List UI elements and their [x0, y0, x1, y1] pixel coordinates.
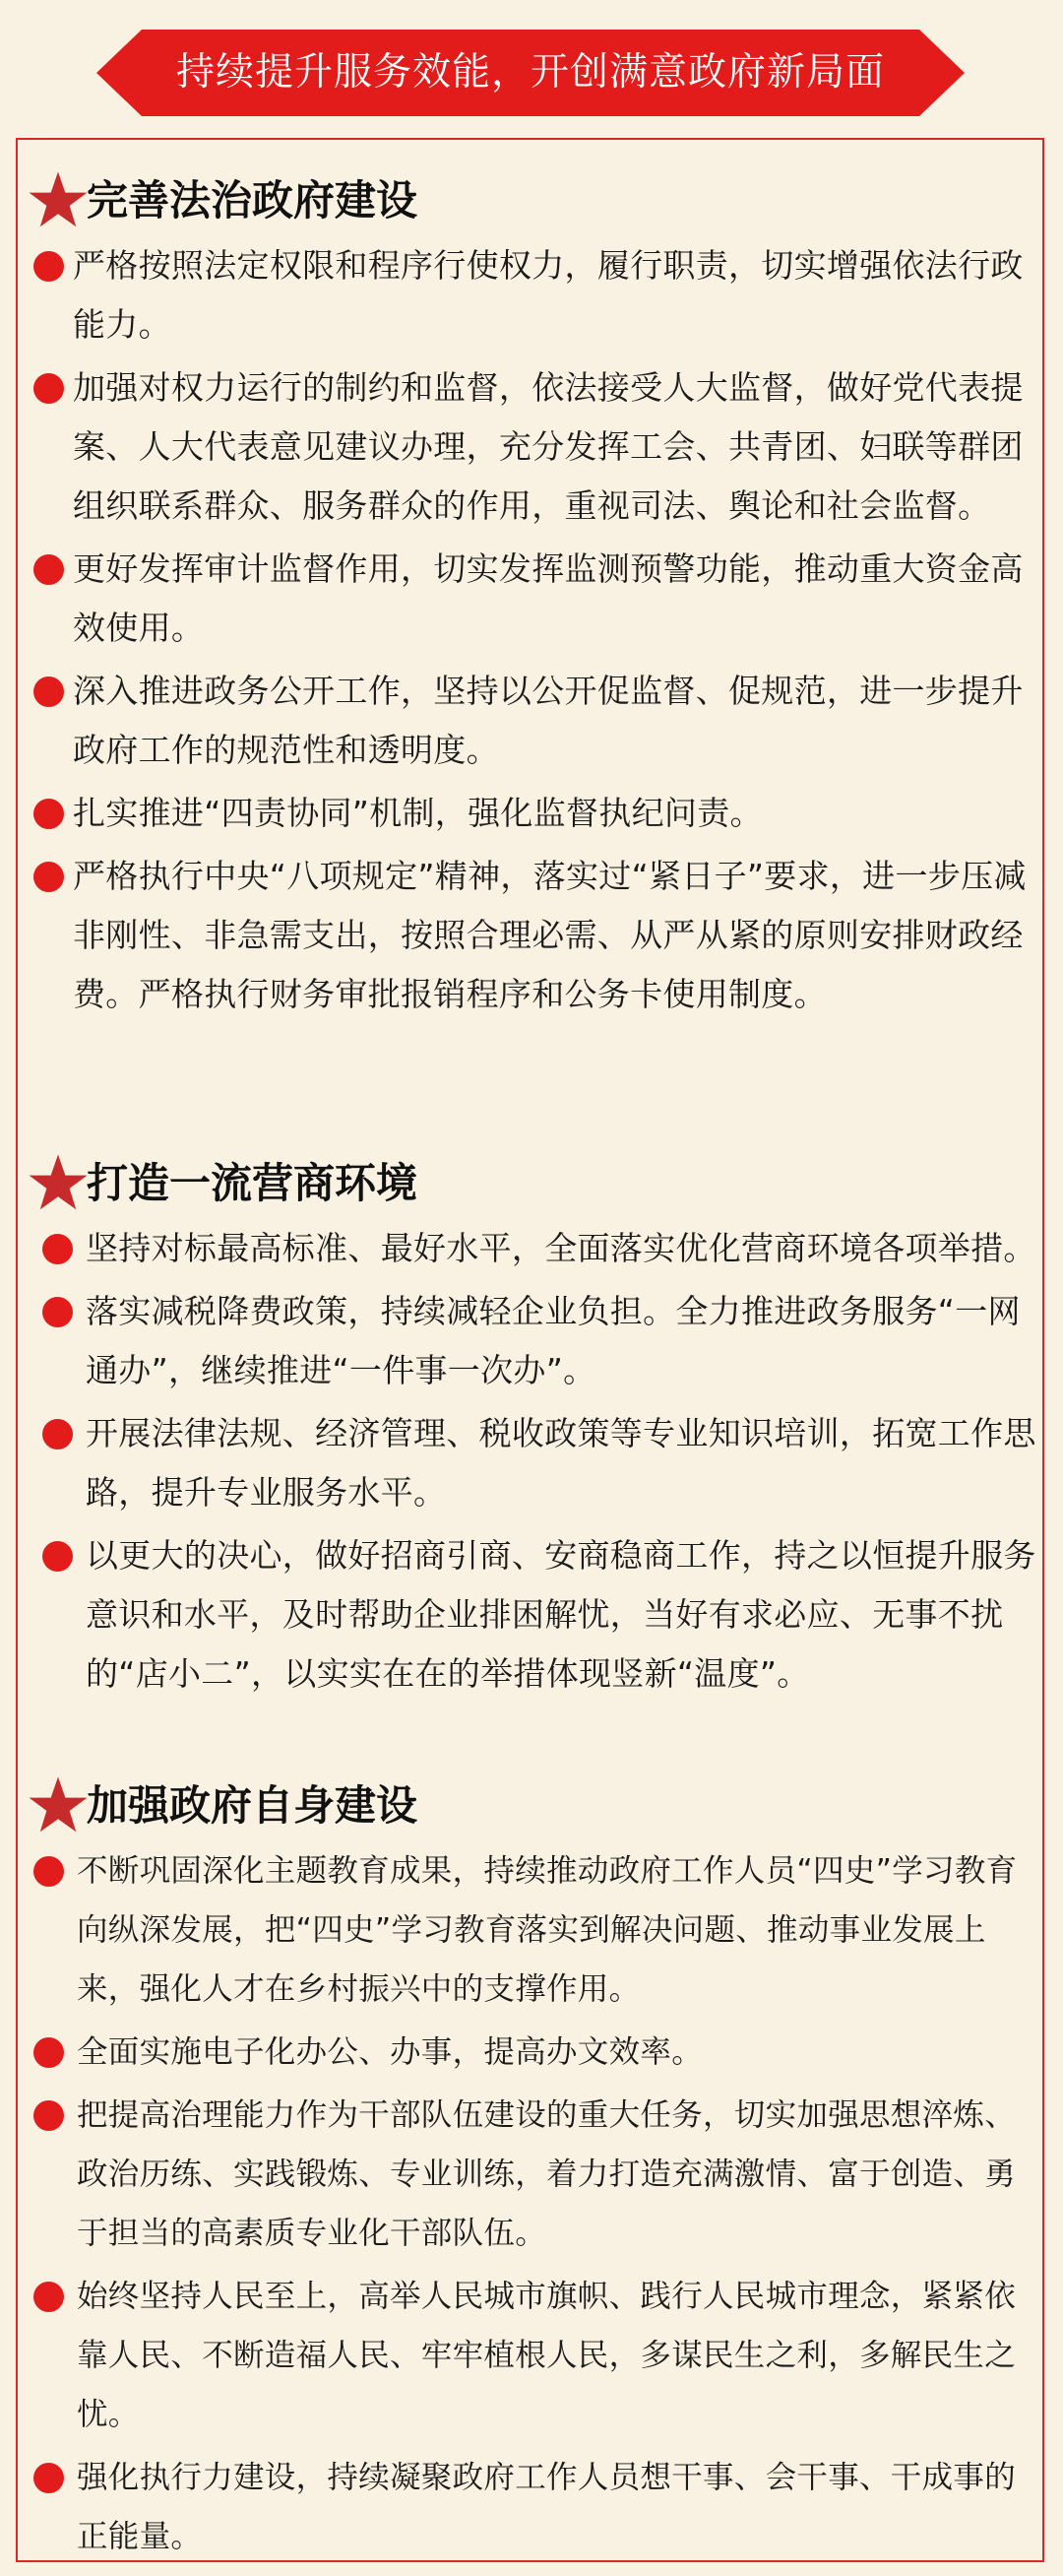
- list-item-text: 不断巩固深化主题教育成果，持续推动政府工作人员“四史”学习教育向纵深发展，把“四史”学习教育落实到解决问题、推动事业发展上来，强化人才在乡村振兴中的支撑作用。: [77, 1853, 1018, 2007]
- section-header: [0, 167, 1063, 236]
- red-dot-icon: [33, 251, 64, 282]
- list-item: [0, 2086, 1063, 2263]
- red-dot-icon: [33, 799, 64, 829]
- list-item: [0, 847, 1063, 1024]
- red-dot-icon: [33, 862, 64, 892]
- list-item: [0, 1404, 1063, 1522]
- section-business-environment: [0, 1150, 1063, 1707]
- star-icon: [28, 169, 89, 230]
- list-item: [0, 236, 1063, 354]
- red-dot-icon: [33, 2282, 64, 2312]
- list-item: [0, 784, 1063, 843]
- list-item-text: 坚持对标最高标准、最好水平，全面落实优化营商环境各项举措。: [86, 1229, 1036, 1267]
- section-rule-of-law: [0, 167, 1063, 1028]
- section-title: 完善法治政府建设: [87, 176, 418, 225]
- list-item-text: 更好发挥审计监督作用，切实发挥监测预警功能，推动重大资金高效使用。: [73, 549, 1024, 647]
- section-government-self-building: [0, 1772, 1063, 2570]
- list-item-text: 加强对权力运行的制约和监督，依法接受人大监督，做好党代表提案、人大代表意见建议办理，充分发挥工会、共青团、妇联等群团组织联系群众、服务群众的作用，重视司法、舆论和社会监督。: [73, 368, 1024, 525]
- red-dot-icon: [33, 676, 64, 707]
- list-item: [0, 358, 1063, 536]
- list-item: [0, 1841, 1063, 2019]
- section-title: 加强政府自身建设: [87, 1781, 418, 1830]
- list-item: [0, 2267, 1063, 2444]
- list-item-text: 深入推进政务公开工作，坚持以公开促监督、促规范，进一步提升政府工作的规范性和透明度。: [73, 672, 1024, 769]
- list-item-text: 强化执行力建设，持续凝聚政府工作人员想干事、会干事、干成事的正能量。: [77, 2460, 1017, 2554]
- red-dot-icon: [33, 2037, 64, 2068]
- list-item-text: 全面实施电子化办公、办事，提高办文效率。: [77, 2034, 704, 2070]
- list-item: [0, 1219, 1063, 1278]
- list-item-text: 严格执行中央“八项规定”精神，落实过“紧日子”要求，进一步压减非刚性、非急需支出，按照合理必需、从严从紧的原则安排财政经费。严格执行财务审批报销程序和公务卡使用制度。: [73, 857, 1027, 1013]
- list-item-text: 始终坚持人民至上，高举人民城市旗帜、践行人民城市理念，紧紧依靠人民、不断造福人民、牢牢植根人民，多谋民生之利，多解民生之忧。: [77, 2279, 1017, 2432]
- list-item-text: 以更大的决心，做好招商引商、安商稳商工作，持之以恒提升服务意识和水平，及时帮助企业排困解忧，当好有求必应、无事不扰的“店小二”，以实实在在的举措体现竖新“温度”。: [86, 1536, 1036, 1693]
- header-banner: [96, 30, 965, 116]
- list-item: [0, 540, 1063, 658]
- red-dot-icon: [42, 1234, 73, 1264]
- list-item-text: 落实减税降费政策，持续减轻企业负担。全力推进政务服务“一网通办”，继续推进“一件事一次办”。: [86, 1292, 1021, 1389]
- list-item-text: 扎实推进“四责协同”机制，强化监督执纪问责。: [73, 794, 763, 832]
- red-dot-icon: [42, 1541, 73, 1572]
- star-icon: [28, 1152, 89, 1213]
- list-item: [0, 2023, 1063, 2082]
- red-dot-icon: [33, 1856, 64, 1887]
- red-dot-icon: [33, 2100, 64, 2131]
- list-item: [0, 1282, 1063, 1400]
- red-dot-icon: [42, 1297, 73, 1327]
- section-header: [0, 1772, 1063, 1841]
- star-icon: [28, 1774, 89, 1835]
- list-item: [0, 662, 1063, 780]
- list-item-text: 把提高治理能力作为干部队伍建设的重大任务，切实加强思想淬炼、政治历练、实践锻炼、专业训练，着力打造充满激情、富于创造、勇于担当的高素质专业化干部队伍。: [77, 2097, 1017, 2251]
- section-title: 打造一流营商环境: [87, 1159, 418, 1207]
- red-dot-icon: [33, 2463, 64, 2493]
- list-item: [0, 1526, 1063, 1704]
- list-item-text: 严格按照法定权限和程序行使权力，履行职责，切实增强依法行政能力。: [73, 246, 1024, 344]
- list-item: [0, 2448, 1063, 2566]
- red-dot-icon: [33, 554, 64, 585]
- red-dot-icon: [33, 373, 64, 404]
- section-header: [0, 1150, 1063, 1219]
- page-title: 持续提升服务效能，开创满意政府新局面: [175, 50, 885, 95]
- list-item-text: 开展法律法规、经济管理、税收政策等专业知识培训，拓宽工作思路，提升专业服务水平。: [86, 1414, 1036, 1512]
- red-dot-icon: [42, 1419, 73, 1449]
